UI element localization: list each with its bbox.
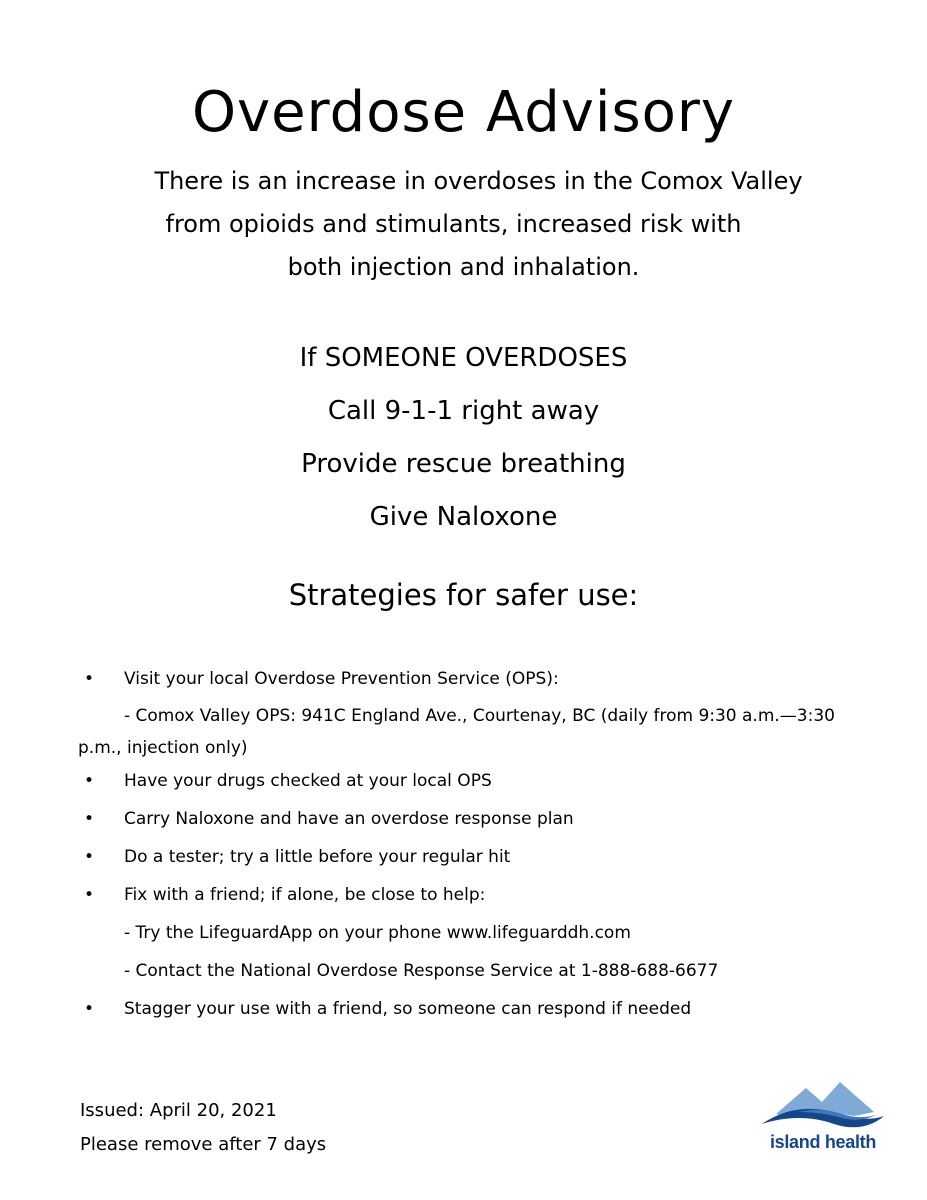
ops-detail-line-1: - Comox Valley OPS: 941C England Ave., Courtenay, BC (daily from 9:30 a.m.—3:30 bbox=[124, 706, 835, 726]
emergency-steps bbox=[0, 332, 927, 544]
list-item-text: Stagger your use with a friend, so someone can respond if needed bbox=[124, 999, 692, 1019]
list-item-text: Fix with a friend; if alone, be close to help: bbox=[124, 885, 486, 905]
footer bbox=[80, 1094, 326, 1162]
list-item bbox=[78, 990, 858, 1028]
list-item bbox=[78, 660, 858, 698]
list-item bbox=[78, 800, 858, 838]
intro-line-2: from opioids and stimulants, increased risk with bbox=[165, 210, 742, 238]
mountains-wave-logo-icon bbox=[758, 1078, 888, 1134]
list-item bbox=[78, 838, 858, 876]
page-title: Overdose Advisory bbox=[191, 80, 736, 145]
strategies-list bbox=[78, 660, 858, 1028]
strategies-heading: Strategies for safer use: bbox=[288, 578, 639, 612]
bullet-icon: • bbox=[84, 999, 95, 1019]
list-item-text: Have your drugs checked at your local OPS bbox=[124, 771, 492, 791]
ops-detail-line-2: p.m., injection only) bbox=[78, 738, 248, 758]
emergency-heading: If SOMEONE OVERDOSES bbox=[299, 343, 628, 373]
bullet-icon: • bbox=[84, 809, 95, 829]
overdose-response-service-detail: - Contact the National Overdose Response Service at 1-888-688-6677 bbox=[124, 961, 719, 981]
intro-paragraph bbox=[60, 160, 867, 289]
intro-line-1: There is an increase in overdoses in the Comox Valley bbox=[154, 167, 803, 195]
bullet-icon: • bbox=[84, 847, 95, 867]
list-item-text: Do a tester; try a little before your regular hit bbox=[124, 847, 511, 867]
logo-text: island health bbox=[769, 1132, 877, 1152]
ops-detail bbox=[78, 698, 858, 762]
list-item bbox=[78, 876, 858, 914]
intro-line-3: both injection and inhalation. bbox=[287, 253, 640, 281]
step-call-911: Call 9-1-1 right away bbox=[327, 396, 600, 426]
remove-notice: Please remove after 7 days bbox=[80, 1134, 327, 1155]
step-give-naloxone: Give Naloxone bbox=[369, 502, 558, 532]
step-rescue-breathing: Provide rescue breathing bbox=[301, 449, 626, 479]
island-health-logo bbox=[758, 1078, 888, 1160]
bullet-icon: • bbox=[84, 771, 95, 791]
lifeguard-app-detail: - Try the LifeguardApp on your phone www.lifeguarddh.com bbox=[124, 923, 631, 943]
issued-date: Issued: April 20, 2021 bbox=[80, 1100, 277, 1121]
list-item bbox=[78, 762, 858, 800]
list-item-text: Carry Naloxone and have an overdose response plan bbox=[124, 809, 574, 829]
list-item-text: Visit your local Overdose Prevention Service (OPS): bbox=[124, 669, 559, 689]
bullet-icon: • bbox=[84, 885, 95, 905]
bullet-icon: • bbox=[84, 669, 95, 689]
